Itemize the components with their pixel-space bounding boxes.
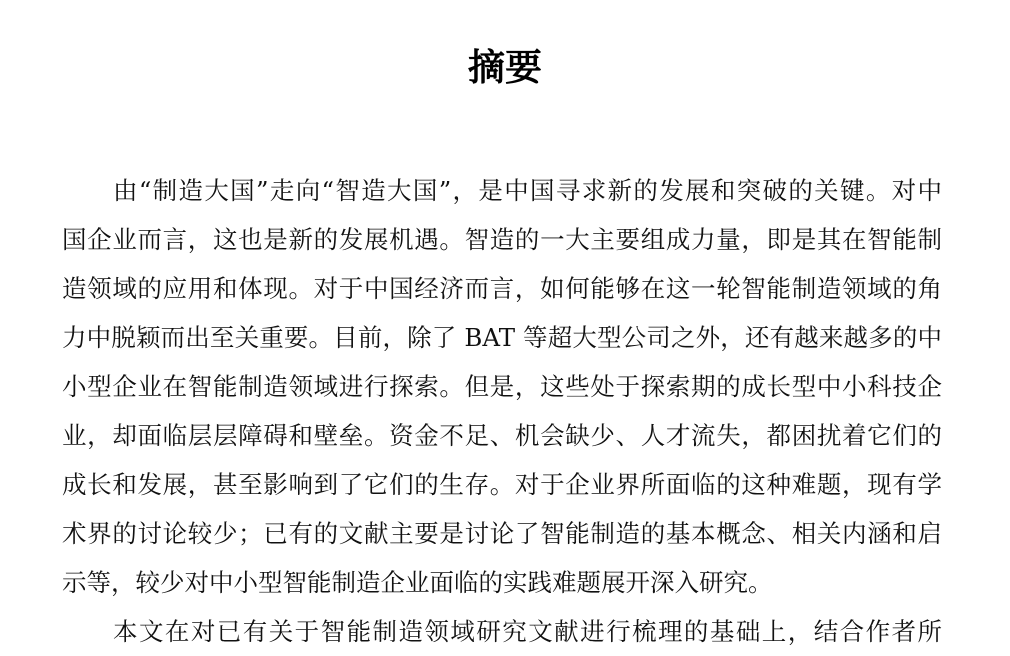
paragraph-line: 小型企业在智能制造领域进行探索。但是，这些处于探索期的成长型中小科技企 [62, 372, 942, 401]
paragraph-line: 业，却面临层层障碍和壁垒。资金不足、机会缺少、人才流失，都困扰着它们的 [62, 421, 942, 450]
paragraph-line: 术界的讨论较少；已有的文献主要是讨论了智能制造的基本概念、相关内涵和启 [62, 519, 942, 548]
page-title: 摘要 [468, 46, 542, 89]
paragraph-line-cut-off: 本文在对已有关于智能制造领域研究文献进行梳理的基础上，结合作者所 [113, 617, 942, 646]
paragraph-line: 成长和发展，甚至影响到了它们的生存。对于企业界所面临的这种难题，现有学 [62, 470, 942, 499]
paragraph-line: 示等，较少对中小型智能制造企业面临的实践难题展开深入研究。 [62, 568, 773, 597]
abstract-body [62, 166, 942, 646]
paragraph-line: 造领域的应用和体现。对于中国经济而言，如何能够在这一轮智能制造领域的角 [62, 274, 942, 303]
paragraph-line: 力中脱颖而出至关重要。目前，除了 BAT 等超大型公司之外，还有越来越多的中 [62, 323, 942, 352]
paragraph-line: 由“制造大国”走向“智造大国”，是中国寻求新的发展和突破的关键。对中 [113, 176, 942, 205]
paragraph-line: 国企业而言，这也是新的发展机遇。智造的一大主要组成力量，即是其在智能制 [62, 225, 942, 254]
